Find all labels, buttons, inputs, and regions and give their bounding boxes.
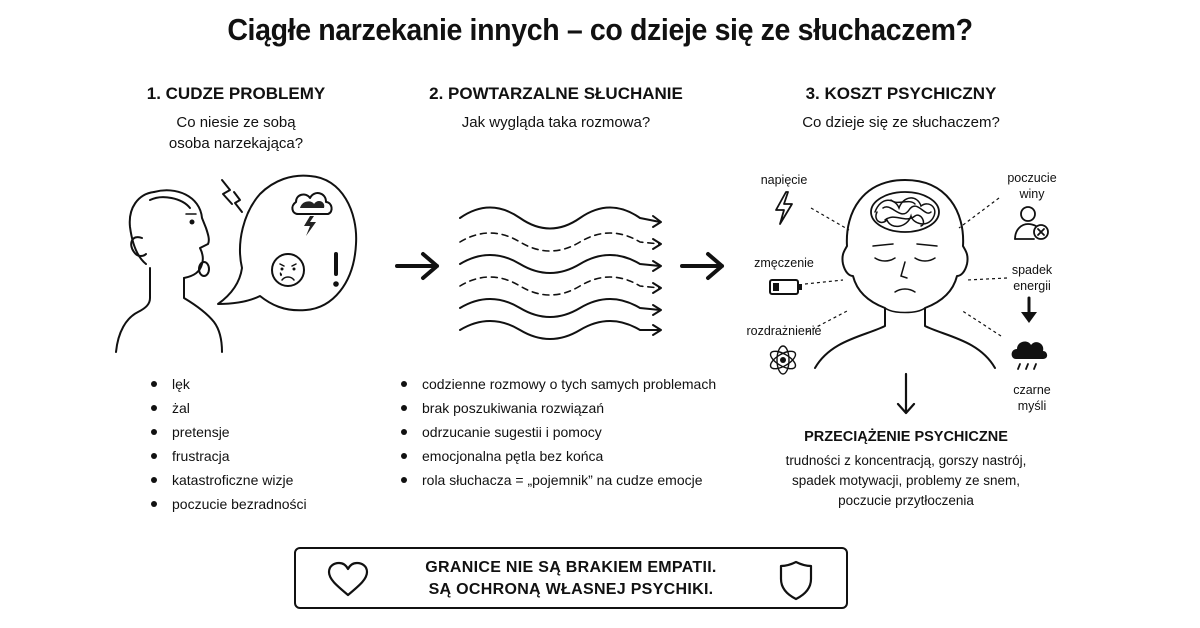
column-1-heading: 1. CUDZE PROBLEMY (146, 84, 326, 103)
column-1-subtitle (66, 112, 406, 154)
list-item: żal (150, 396, 307, 420)
effect-energy-line2: energii (1013, 279, 1051, 293)
low-battery-icon (768, 277, 804, 297)
guilty-person-icon (1012, 205, 1052, 243)
overload-description (756, 451, 1056, 511)
banner-line1: GRANICE NIE SĄ BRAKIEM EMPATII. (425, 559, 717, 576)
complaining-person-icon (110, 172, 360, 372)
list-item: lęk (150, 372, 307, 396)
list-item: brak poszukiwania rozwiązań (400, 396, 716, 420)
repeating-waves-icon (455, 200, 670, 350)
column-3-heading: 3. KOSZT PSYCHICZNY (805, 84, 997, 103)
page-title: Ciągłe narzekanie innych – co dzieje się ze słuchaczem? (227, 12, 973, 47)
effect-fatigue-label: zmęczenie (754, 256, 814, 270)
banner-line2: SĄ OCHRONĄ WŁASNEJ PSYCHIKI. (428, 581, 714, 598)
effect-dark-line2: myśli (1017, 399, 1047, 413)
column-1-bullet-list (150, 372, 307, 516)
column-2-heading: 2. POWTARZALNE SŁUCHANIE (429, 84, 683, 103)
column-2-subtitle: Jak wygląda taka rozmowa? (461, 114, 651, 131)
effect-guilt-line1: poczucie (1007, 171, 1057, 185)
list-item: rola słuchacza = „pojemnik” na cudze emocje (400, 468, 716, 492)
list-item: pretensje (150, 420, 307, 444)
lightning-icon (770, 190, 798, 226)
list-item: odrzucanie sugestii i pomocy (400, 420, 716, 444)
effect-guilt-line2: winy (1019, 187, 1045, 201)
overload-line: trudności z koncentracją, gorszy nastrój, (785, 453, 1027, 468)
list-item: codzienne rozmowy o tych samych problemach (400, 372, 716, 396)
column-3-subtitle: Co dzieje się ze słuchaczem? (802, 114, 1000, 131)
effect-dark-thoughts-label (998, 382, 1066, 414)
column-1-subtitle-line2: osoba narzekająca? (168, 135, 304, 152)
list-item: poczucie bezradności (150, 492, 307, 516)
column-1-subtitle-line1: Co niesie ze sobą (176, 114, 296, 131)
effect-tension-label: napięcie (760, 173, 808, 187)
shield-icon (778, 559, 814, 601)
list-item: katastroficzne wizje (150, 468, 307, 492)
rain-cloud-icon (1008, 335, 1050, 375)
overload-heading: PRZECIĄŻENIE PSYCHICZNE (804, 429, 1008, 445)
effect-energy-line1: spadek (1011, 263, 1053, 277)
sad-face-icon (272, 254, 304, 286)
banner-text (296, 557, 846, 601)
arrow-down-icon (1018, 296, 1040, 326)
tangled-brain-icon (871, 192, 939, 232)
exclamation-icon (333, 252, 339, 287)
storm-cloud-icon (292, 193, 331, 236)
effect-energy-label (998, 262, 1066, 294)
column-2-bullet-list (400, 372, 716, 492)
list-item: frustracja (150, 444, 307, 468)
arrow-down-icon (894, 372, 918, 416)
boundaries-banner (294, 547, 848, 609)
overload-line: spadek motywacji, problemy ze snem, (791, 473, 1021, 488)
irritation-icon (766, 343, 800, 377)
effect-irritation-label: rozdrażnienie (746, 324, 822, 338)
effect-guilt-label (998, 170, 1066, 202)
arrow-right-icon (678, 250, 728, 282)
list-item: emocjonalna pętla bez końca (400, 444, 716, 468)
effect-dark-line1: czarne (1013, 383, 1051, 397)
arrow-right-icon (393, 250, 443, 282)
overload-line: poczucie przytłoczenia (838, 493, 974, 508)
